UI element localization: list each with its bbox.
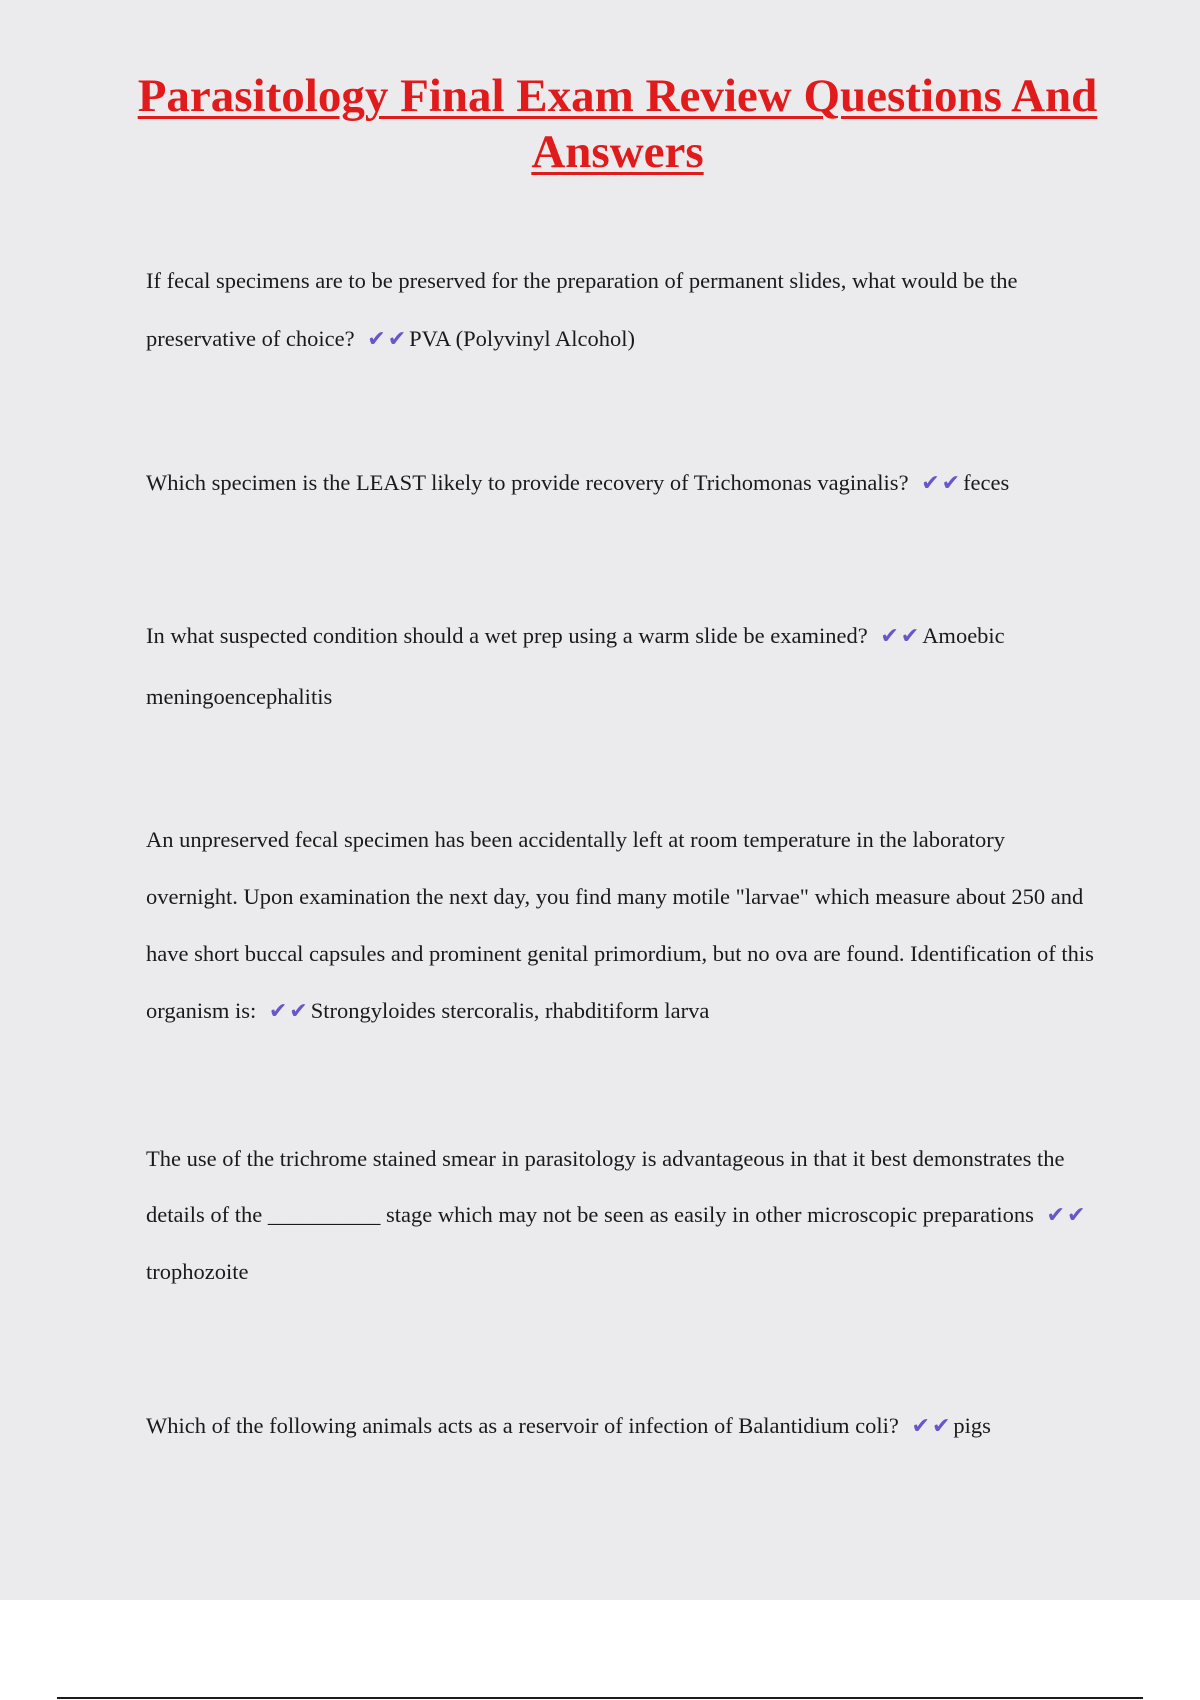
question-text: An unpreserved fecal specimen has been accidentally left at room temperature in the laboratory overnight. Upon examination the next day, you find many motile "larvae" which measure about 250 and have short buccal capsules and prominent genital primordium, but no ova are found. Identification of this organism is:	[146, 827, 1094, 1023]
answer-marker	[920, 465, 961, 502]
footer-divider	[57, 1697, 1143, 1699]
checkmark-icon: ✔	[911, 1414, 930, 1439]
checkmark-icon: ✔	[367, 327, 386, 352]
answer-marker	[911, 1408, 952, 1445]
question-text: In what suspected condition should a wet prep using a warm slide be examined?	[146, 623, 868, 648]
answer-text: PVA (Polyvinyl Alcohol)	[409, 326, 636, 351]
checkmark-icon: ✔	[289, 999, 308, 1024]
answer-marker	[879, 606, 920, 667]
qa-item-4	[146, 811, 1096, 1040]
checkmark-icon: ✔	[880, 624, 899, 649]
question-text: Which of the following animals acts as a reservoir of infection of Balantidium coli?	[146, 1413, 899, 1438]
checkmark-icon: ✔	[387, 327, 407, 352]
question-text: The use of the trichrome stained smear in parasitology is advantageous in that it best demonstrates the details of the __________ stage which may not be seen as easily in other microscopic preparations	[146, 1146, 1065, 1227]
qa-item-2	[146, 465, 1096, 502]
checkmark-icon: ✔	[900, 624, 920, 649]
checkmark-icon: ✔	[1046, 1203, 1065, 1228]
answer-text: Strongyloides stercoralis, rhabditiform larva	[310, 998, 710, 1023]
qa-item-1	[146, 252, 1096, 369]
checkmark-icon: ✔	[1066, 1203, 1086, 1228]
answer-text: feces	[963, 470, 1010, 495]
answer-marker	[366, 310, 407, 369]
question-text: If fecal specimens are to be preserved for the preparation of permanent slides, what would be the preservative of choice?	[146, 268, 1018, 351]
answer-marker	[1046, 1187, 1087, 1244]
qa-item-5	[146, 1131, 1096, 1300]
checkmark-icon: ✔	[941, 471, 961, 496]
page-title: Parasitology Final Exam Review Questions And Answers	[137, 70, 1098, 178]
question-text: Which specimen is the LEAST likely to provide recovery of Trichomonas vaginalis?	[146, 470, 909, 495]
checkmark-icon: ✔	[921, 471, 940, 496]
checkmark-icon: ✔	[931, 1414, 951, 1439]
answer-marker	[268, 982, 309, 1040]
checkmark-icon: ✔	[268, 999, 288, 1024]
answer-text: Amoebic meningoencephalitis	[146, 623, 1005, 709]
qa-item-3	[146, 606, 1096, 727]
answer-text: pigs	[953, 1413, 991, 1438]
qa-item-6	[146, 1408, 1096, 1445]
answer-text: trophozoite	[146, 1259, 249, 1284]
